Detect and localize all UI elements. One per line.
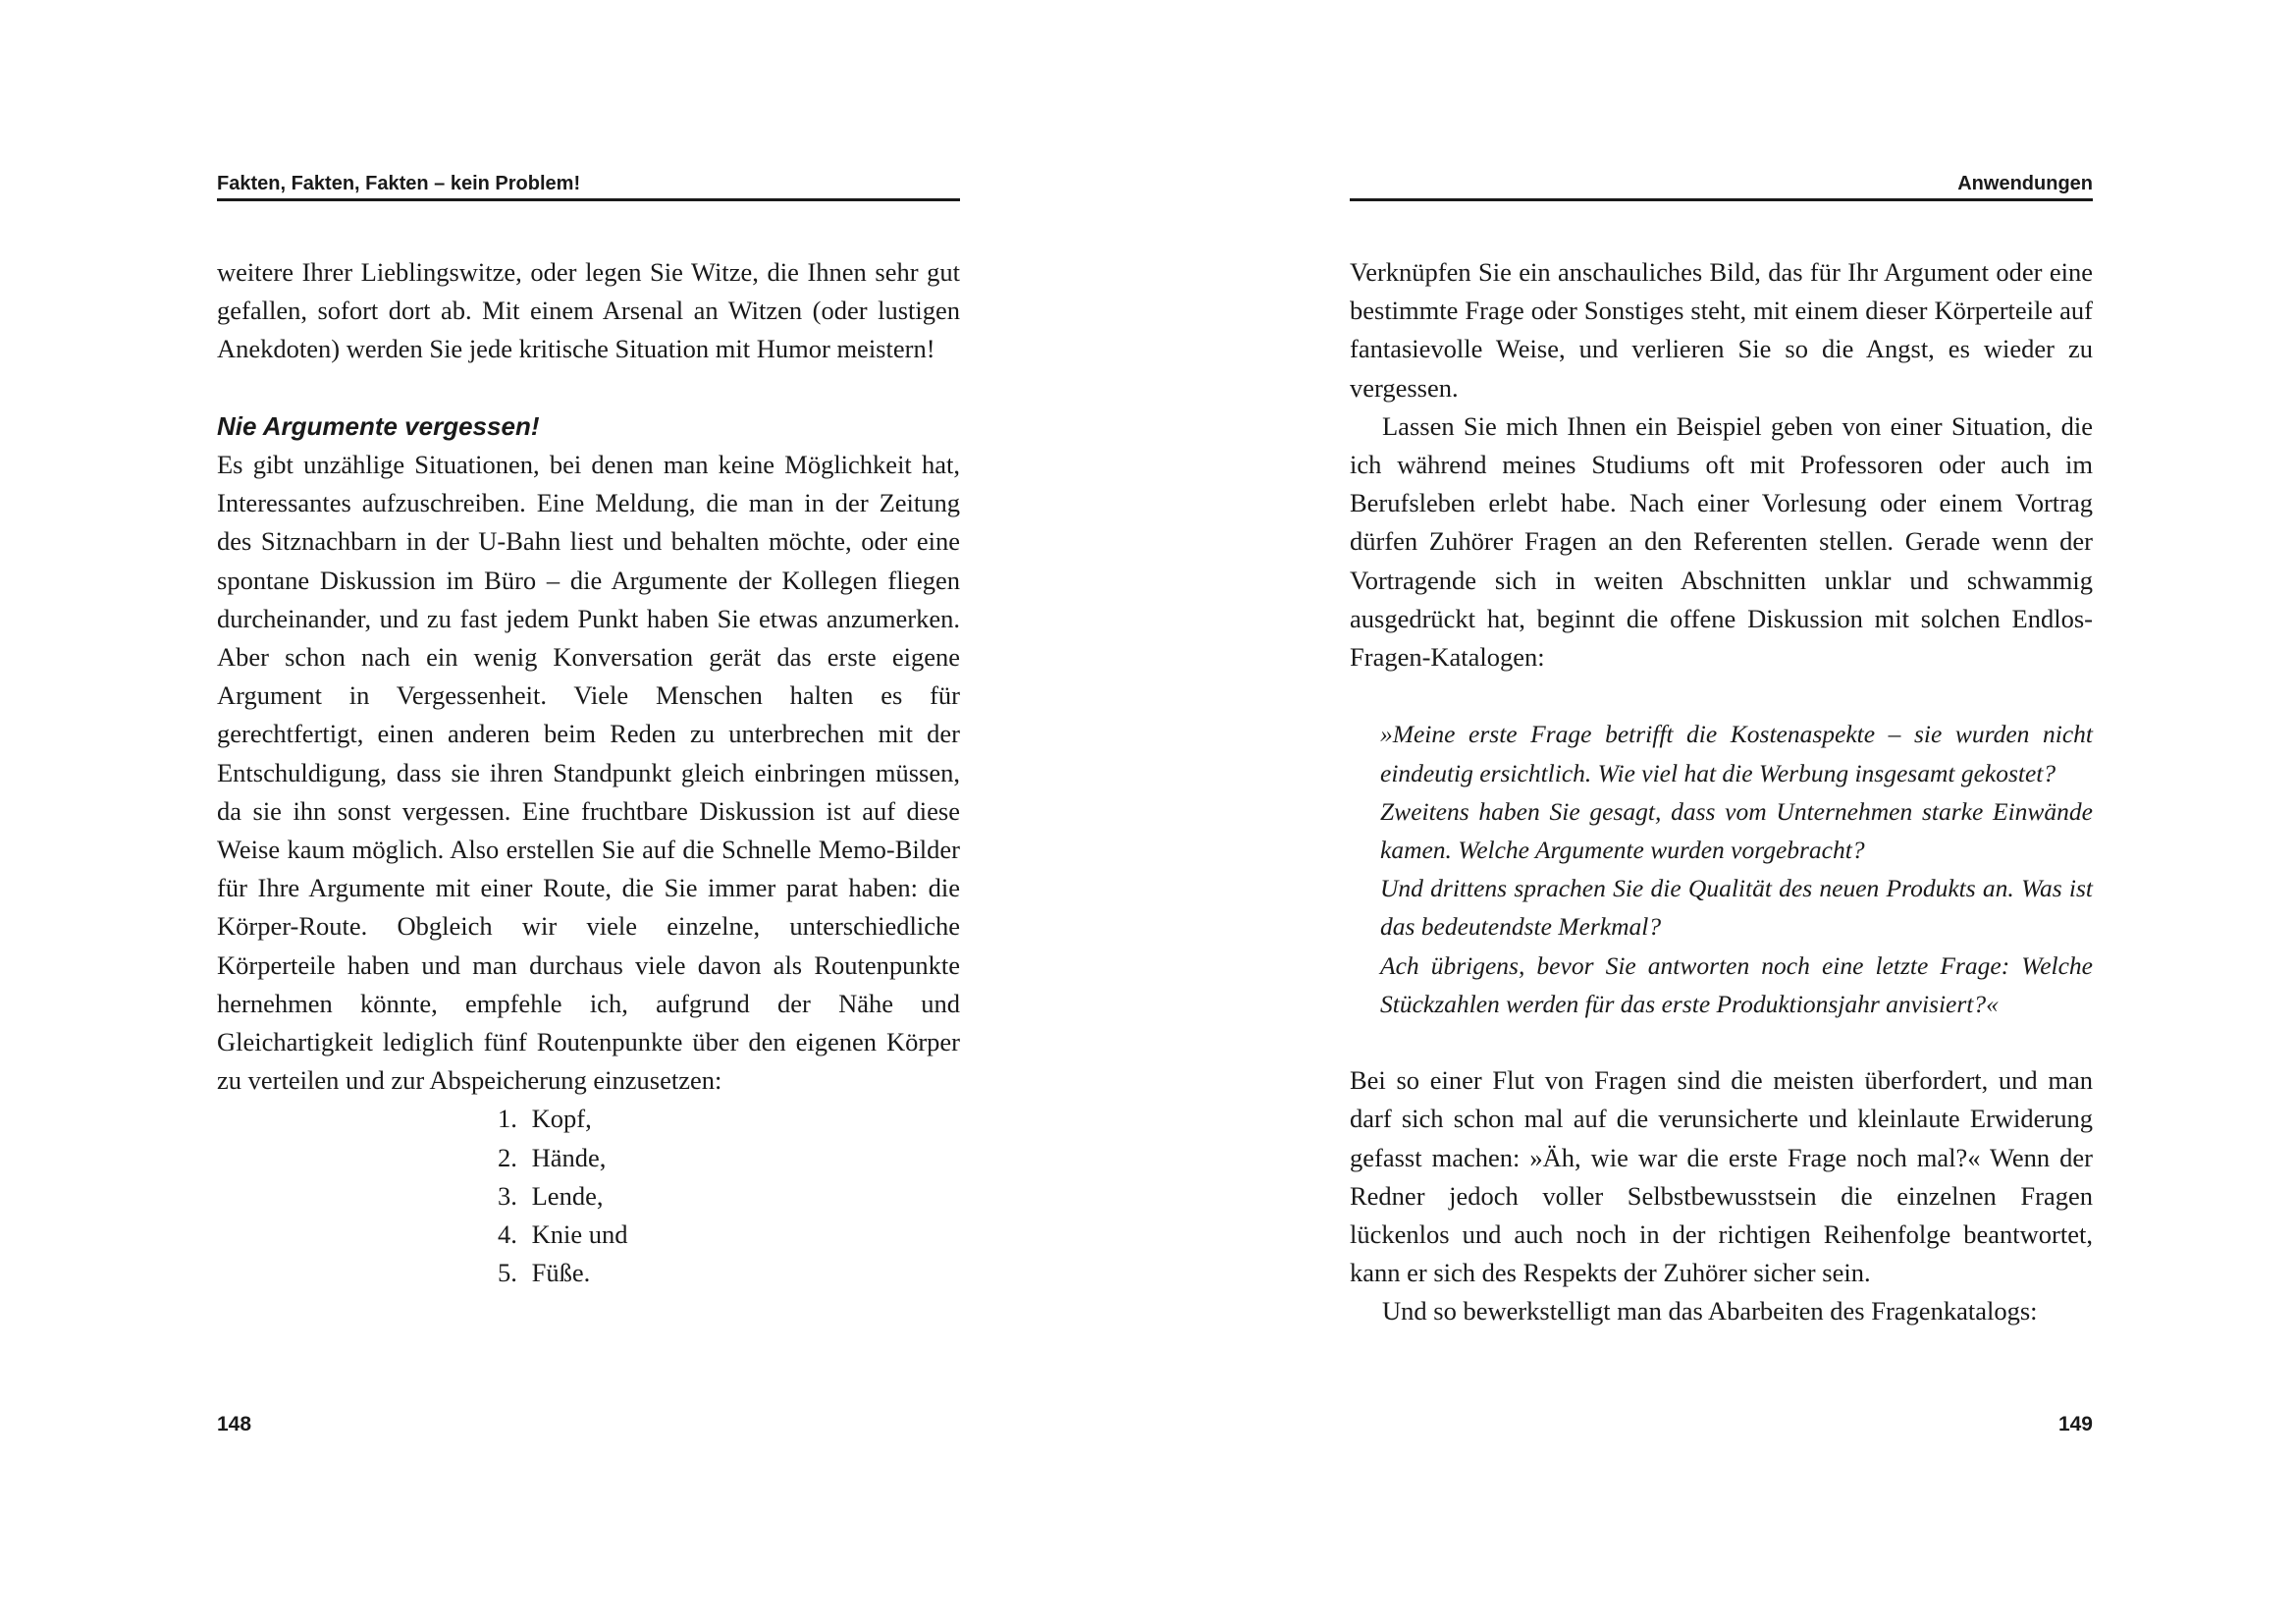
list-item-text: Lende, <box>531 1180 604 1211</box>
quote-line: »Meine erste Frage betrifft die Kostenaspekte – sie wurden nicht eindeutig ersichtlich. Wie viel hat die Werbung insgesamt gekostet? <box>1380 720 2093 787</box>
list-item-text: Füße. <box>531 1258 591 1288</box>
list-item <box>498 1216 960 1254</box>
list-item-number: 5. <box>498 1258 517 1288</box>
paragraph-1: Verknüpfen Sie ein anschauliches Bild, das für Ihr Argument oder eine bestimmte Frage oder Sonstiges steht, mit einem dieser Körperteile auf fantasievolle Weise, und verlieren Sie so die Angst, es wieder zu vergessen. <box>1350 257 2093 403</box>
paragraph-4: Und so bewerkstelligt man das Abarbeiten des Fragenkatalogs: <box>1382 1296 2038 1326</box>
section-heading: Nie Argumente vergessen! <box>217 410 540 441</box>
list-item-number: 3. <box>498 1180 517 1211</box>
paragraph-3: Bei so einer Flut von Fragen sind die meisten überfordert, und man darf sich schon mal auf die verunsicherte und kleinlaute Erwiderung gefasst machen: »Äh, wie war die erste Frage noch mal?« Wenn der Redner jedoch voller Selbstbewusstsein die einzelnen Fragen lückenlos und auch noch in der richtigen Reihenfolge beantwortet, kann er sich des Respekts der Zuhörer sicher sein. <box>1350 1065 2093 1288</box>
list-item-number: 2. <box>498 1142 517 1172</box>
paragraph-2: Lassen Sie mich Ihnen ein Beispiel geben von einer Situation, die ich während meines Studiums oft mit Professoren oder auch im Berufsleben erlebt habe. Nach einer Vorlesung oder einem Vortrag dürfen Zuhörer Fragen an den Referenten stellen. Gerade wenn der Vortragende sich in weiten Abschnitten unklar und schwammig ausgedrückt hat, beginnt die offene Diskussion mit solchen Endlos-Fragen-Katalogen: <box>1350 410 2093 673</box>
intro-paragraph: weitere Ihrer Lieblingswitze, oder legen Sie Witze, die Ihnen sehr gut gefallen, sofort dort ab. Mit einem Arsenal an Witzen (oder lustigen Anekdoten) werden Sie jede kritische Situation mit Humor meistern! <box>217 257 960 364</box>
quote-line: Und drittens sprachen Sie die Qualität des neuen Produkts an. Was ist das bedeutendste Merkmal? <box>1380 874 2093 942</box>
running-head-right: Anwendungen <box>1350 169 2093 201</box>
list-item <box>498 1254 960 1292</box>
body-parts-list <box>217 1100 960 1292</box>
quote-line: Ach übrigens, bevor Sie antworten noch eine letzte Frage: Welche Stückzahlen werden für das erste Produktionsjahr anvisiert?« <box>1380 950 2093 1018</box>
right-body-text <box>1350 253 2093 1331</box>
page-number-left: 148 <box>217 1413 252 1435</box>
list-item-text: Knie und <box>531 1219 628 1250</box>
page-number-right: 149 <box>2057 1413 2093 1435</box>
list-item <box>498 1139 960 1177</box>
quote-block <box>1380 715 2093 1023</box>
list-item <box>498 1177 960 1216</box>
section-paragraph: Es gibt unzählige Situationen, bei denen man keine Möglichkeit hat, Interessantes aufzuschreiben. Eine Meldung, die man in der Zeitung des Sitznachbarn in der U-Bahn liest und behalten möchte, oder eine spontane Diskussion im Büro – die Argumente der Kollegen fliegen durcheinander, und zu fast jedem Punkt haben Sie etwas anzumerken. Aber schon nach ein wenig Konversation gerät das erste eigene Argument in Vergessenheit. Viele Menschen halten es für gerechtfertigt, einen anderen beim Reden zu unterbrechen mit der Entschuldigung, dass sie ihren Standpunkt gleich einbringen müssen, da sie ihn sonst vergessen. Eine fruchtbare Diskussion ist auf diese Weise kaum möglich. Also erstellen Sie auf die Schnelle Memo-Bilder für Ihre Argumente mit einer Route, die Sie immer parat haben: die Körper-Route. Obgleich wir viele einzelne, unterschiedliche Körperteile haben und man durchaus viele davon als Routenpunkte hernehmen könnte, empfehle ich, aufgrund der Nähe und Gleichartigkeit lediglich fünf Routenpunkte über den eigenen Körper zu verteilen und zur Abspeicherung einzusetzen: <box>217 450 960 1096</box>
left-body-text <box>217 253 960 1292</box>
list-item-text: Hände, <box>531 1142 607 1172</box>
list-item-text: Kopf, <box>531 1104 592 1134</box>
list-item <box>498 1100 960 1138</box>
list-item-number: 4. <box>498 1219 517 1250</box>
list-item-number: 1. <box>498 1104 517 1134</box>
quote-line: Zweitens haben Sie gesagt, dass vom Unternehmen starke Einwände kamen. Welche Argumente wurden vorgebracht? <box>1380 796 2093 865</box>
running-head-left: Fakten, Fakten, Fakten – kein Problem! <box>217 169 960 201</box>
